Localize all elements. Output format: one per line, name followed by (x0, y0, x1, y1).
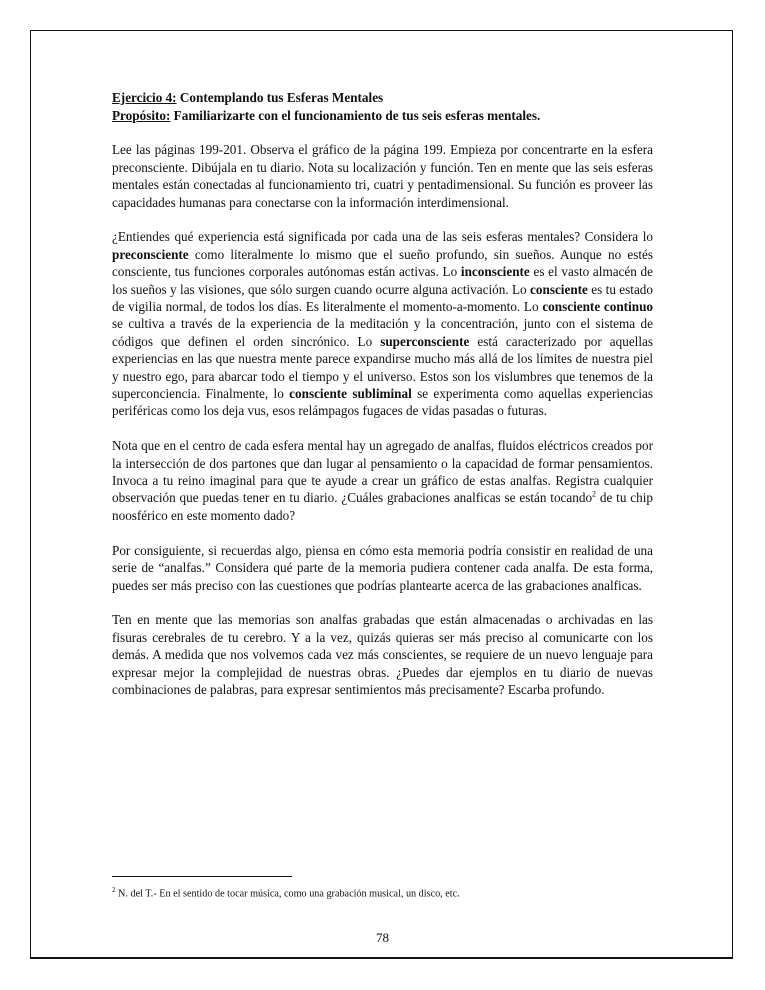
paragraph-2-text: ¿Entiendes qué experiencia está significada por cada una de las seis esferas mentales? Considera lo (112, 229, 653, 245)
paragraph-3-text: Nota que en el centro de cada esfera mental hay un agregado de analfas, fluidos eléctricos creados por la intersección de dos partones que dan lugar al pensamiento o la capacidad de formar pensamientos. Invoca a tu reino imaginal para que te ayude a crear un gráfico de estas analfas. Registra cualquier observación que puedas tener en tu diario. ¿Cuáles grabaciones analficas se están tocando (112, 438, 653, 506)
paragraph-2-text: está caracterizado por aquellas experiencias en las que nuestra mente parece expandirse mucho más allá de los límites de nuestra piel y nuestro ego, para abarcar todo el tiempo y el universo. Estos son los vislumbres que tenemos de la superconciencia. Finalmente, lo (112, 333, 654, 402)
footnote-text: N. del T.- En el sentido de tocar música, como una grabación musical, un disco, etc. (115, 888, 460, 900)
paragraph-2-text: se cultiva a través de la experiencia de la meditación y la concentración, junto con el sistema de códigos que definen el orden sincrónico. Lo (112, 316, 653, 349)
purpose-text: Familiarizarte con el funcionamiento de tus seis esferas mentales. (170, 107, 541, 123)
footnote-reference: 2 (592, 490, 597, 500)
exercise-header (112, 89, 653, 124)
term-preconsciente: preconsciente (112, 246, 189, 262)
page-body (112, 89, 653, 716)
purpose-label: Propósito: (112, 107, 171, 123)
paragraph-4: Por consiguiente, si recuerdas algo, piensa en cómo esta memoria podría consistir en realidad de una serie de “analfas.” Considera qué parte de la memoria pudiera contener cada analfa. De esta forma, puedes ser más preciso con las cuestiones que podrías plantearte acerca de las grabaciones analficas. (112, 542, 653, 593)
paragraph-2-text: es el vasto almacén de los sueños y las visiones, que sólo surgen cuando ocurre alguna activación. Lo (112, 264, 654, 297)
term-consciente-subliminal: consciente subliminal (289, 386, 412, 402)
paragraph-3 (112, 437, 653, 524)
exercise-title (112, 89, 653, 107)
paragraph-2 (112, 228, 653, 419)
exercise-purpose (112, 107, 653, 125)
exercise-title-text: Contemplando tus Esferas Mentales (176, 90, 384, 105)
paragraph-3-text: de tu chip noosférico en este momento dado? (112, 490, 653, 523)
exercise-title-label: Ejercicio 4: (112, 90, 177, 105)
page-number: 78 (376, 930, 389, 945)
term-inconsciente: inconsciente (460, 264, 530, 280)
paragraph-1: Lee las páginas 199-201. Observa el gráfico de la página 199. Empieza por concentrarte en la esfera preconsciente. Dibújala en tu diario. Nota su localización y función. Ten en mente que las seis esferas mentales están conectadas al funcionamiento tri, cuatri y pentadimensional. Su función es proveer las capacidades humanas para conectarse con la información interdimensional. (112, 142, 653, 210)
term-consciente: consciente (530, 281, 588, 297)
footnote (112, 884, 653, 900)
paragraph-2-text: es tu estado de vigilia normal, de todos los días. Es literalmente el momento-a-momento. Lo (112, 281, 653, 315)
term-consciente-continuo: consciente continuo (542, 299, 653, 315)
paragraph-2-text: como literalmente lo mismo que el sueño profundo, sin sueños. Aunque no estés consciente, tus funciones corporales autónomas están activas. Lo (112, 246, 653, 280)
footnote-divider (112, 876, 292, 877)
term-superconsciente: superconsciente (380, 333, 470, 349)
paragraph-5: Ten en mente que las memorias son analfas grabadas que están almacenadas o archivadas en las fisuras cerebrales de tu cerebro. Y a la vez, quizás quieras ser más preciso al comunicarte con los demás. A medida que nos volvemos cada vez más conscientes, se requiere de un nuevo lenguaje para expresar mejor la complejidad de nuestras obras. ¿Puedes dar ejemplos en tu diario de nuevas combinaciones de palabras, para expresar sentimientos más precisamente? Escarba profundo. (112, 612, 653, 697)
paragraph-2-text: se experimenta como aquellas experiencias periféricas como los deja vus, esos relámpagos fugaces de vidas pasadas o futuras. (112, 386, 654, 419)
footnote-marker: 2 (112, 886, 116, 894)
